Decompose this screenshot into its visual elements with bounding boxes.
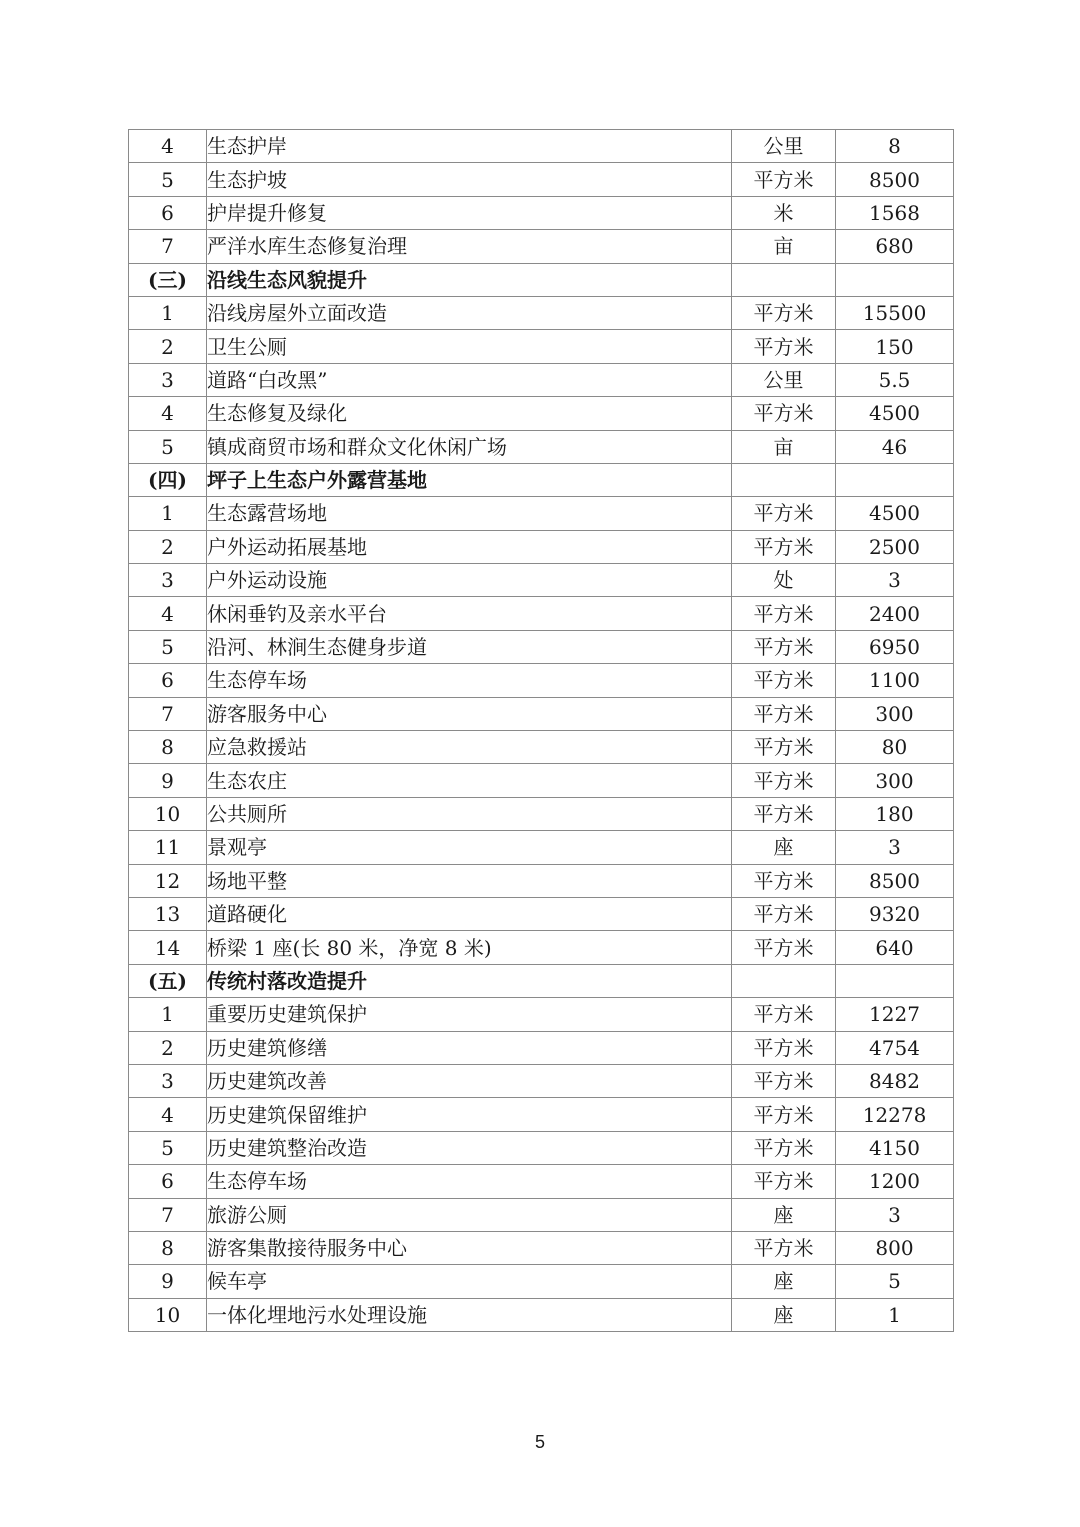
- item-name-cell: 桥梁 1 座(长 80 米，净宽 8 米): [207, 931, 732, 964]
- item-name-cell: 游客集散接待服务中心: [207, 1231, 732, 1264]
- unit-cell: [732, 964, 836, 997]
- table-row: [129, 1298, 954, 1331]
- table-row: [129, 1131, 954, 1164]
- quantity-cell: 8: [836, 130, 954, 163]
- table-row: [129, 1165, 954, 1198]
- unit-cell: 平方米: [732, 497, 836, 530]
- quantity-cell: 1227: [836, 998, 954, 1031]
- table-row: [129, 1231, 954, 1264]
- unit-cell: 平方米: [732, 1165, 836, 1198]
- item-name-cell: 沿线生态风貌提升: [207, 263, 732, 296]
- unit-cell: 平方米: [732, 1031, 836, 1064]
- row-number-cell: 6: [129, 1165, 207, 1198]
- quantity-cell: [836, 263, 954, 296]
- quantity-cell: 1568: [836, 196, 954, 229]
- unit-cell: 平方米: [732, 931, 836, 964]
- unit-cell: 公里: [732, 363, 836, 396]
- item-name-cell: 沿河、林涧生态健身步道: [207, 630, 732, 663]
- item-name-cell: 生态护坡: [207, 163, 732, 196]
- quantity-cell: 3: [836, 831, 954, 864]
- row-number-cell: 4: [129, 397, 207, 430]
- quantity-cell: 680: [836, 230, 954, 263]
- unit-cell: 座: [732, 1198, 836, 1231]
- row-number-cell: (五): [129, 964, 207, 997]
- table-row: [129, 1198, 954, 1231]
- quantity-cell: 1: [836, 1298, 954, 1331]
- unit-cell: 平方米: [732, 1231, 836, 1264]
- quantity-cell: 3: [836, 564, 954, 597]
- unit-cell: 平方米: [732, 163, 836, 196]
- table-row: [129, 163, 954, 196]
- row-number-cell: 5: [129, 430, 207, 463]
- section-row: [129, 964, 954, 997]
- item-name-cell: 一体化埋地污水处理设施: [207, 1298, 732, 1331]
- table-row: [129, 196, 954, 229]
- row-number-cell: 1: [129, 497, 207, 530]
- item-name-cell: 严洋水库生态修复治理: [207, 230, 732, 263]
- item-name-cell: 沿线房屋外立面改造: [207, 296, 732, 329]
- item-name-cell: 场地平整: [207, 864, 732, 897]
- unit-cell: 平方米: [732, 1098, 836, 1131]
- item-name-cell: 应急救援站: [207, 731, 732, 764]
- quantity-cell: 4500: [836, 397, 954, 430]
- unit-cell: 平方米: [732, 1131, 836, 1164]
- unit-cell: 亩: [732, 430, 836, 463]
- quantity-cell: 180: [836, 797, 954, 830]
- item-name-cell: 历史建筑修缮: [207, 1031, 732, 1064]
- table-row: [129, 731, 954, 764]
- item-name-cell: 候车亭: [207, 1265, 732, 1298]
- item-name-cell: 户外运动设施: [207, 564, 732, 597]
- unit-cell: 座: [732, 1265, 836, 1298]
- unit-cell: 平方米: [732, 296, 836, 329]
- unit-cell: 平方米: [732, 1064, 836, 1097]
- unit-cell: [732, 263, 836, 296]
- table-row: [129, 497, 954, 530]
- row-number-cell: 8: [129, 731, 207, 764]
- project-table: [128, 129, 954, 1332]
- table-row: [129, 897, 954, 930]
- quantity-cell: 5: [836, 1265, 954, 1298]
- item-name-cell: 镇成商贸市场和群众文化休闲广场: [207, 430, 732, 463]
- table-row: [129, 831, 954, 864]
- quantity-cell: 12278: [836, 1098, 954, 1131]
- quantity-cell: [836, 964, 954, 997]
- row-number-cell: 2: [129, 1031, 207, 1064]
- row-number-cell: 10: [129, 797, 207, 830]
- item-name-cell: 景观亭: [207, 831, 732, 864]
- unit-cell: 平方米: [732, 764, 836, 797]
- item-name-cell: 道路“白改黑”: [207, 363, 732, 396]
- table-row: [129, 230, 954, 263]
- row-number-cell: 8: [129, 1231, 207, 1264]
- quantity-cell: 8482: [836, 1064, 954, 1097]
- table-row: [129, 1098, 954, 1131]
- row-number-cell: 5: [129, 630, 207, 663]
- quantity-cell: 15500: [836, 296, 954, 329]
- row-number-cell: 11: [129, 831, 207, 864]
- quantity-cell: 4754: [836, 1031, 954, 1064]
- table-row: [129, 130, 954, 163]
- item-name-cell: 生态停车场: [207, 664, 732, 697]
- row-number-cell: 9: [129, 764, 207, 797]
- item-name-cell: 传统村落改造提升: [207, 964, 732, 997]
- quantity-cell: 4150: [836, 1131, 954, 1164]
- row-number-cell: 7: [129, 230, 207, 263]
- quantity-cell: [836, 463, 954, 496]
- quantity-cell: 80: [836, 731, 954, 764]
- unit-cell: 座: [732, 831, 836, 864]
- item-name-cell: 历史建筑整治改造: [207, 1131, 732, 1164]
- quantity-cell: 150: [836, 330, 954, 363]
- quantity-cell: 6950: [836, 630, 954, 663]
- quantity-cell: 300: [836, 764, 954, 797]
- quantity-cell: 8500: [836, 864, 954, 897]
- quantity-cell: 3: [836, 1198, 954, 1231]
- table-row: [129, 397, 954, 430]
- unit-cell: 平方米: [732, 597, 836, 630]
- row-number-cell: (三): [129, 263, 207, 296]
- quantity-cell: 1100: [836, 664, 954, 697]
- row-number-cell: 14: [129, 931, 207, 964]
- table-row: [129, 797, 954, 830]
- row-number-cell: 4: [129, 130, 207, 163]
- item-name-cell: 生态护岸: [207, 130, 732, 163]
- item-name-cell: 生态修复及绿化: [207, 397, 732, 430]
- row-number-cell: 6: [129, 196, 207, 229]
- row-number-cell: 5: [129, 163, 207, 196]
- row-number-cell: 13: [129, 897, 207, 930]
- unit-cell: 平方米: [732, 397, 836, 430]
- item-name-cell: 游客服务中心: [207, 697, 732, 730]
- unit-cell: 米: [732, 196, 836, 229]
- unit-cell: 平方米: [732, 797, 836, 830]
- table-row: [129, 664, 954, 697]
- section-row: [129, 263, 954, 296]
- quantity-cell: 46: [836, 430, 954, 463]
- unit-cell: 平方米: [732, 731, 836, 764]
- row-number-cell: 7: [129, 1198, 207, 1231]
- row-number-cell: 3: [129, 1064, 207, 1097]
- item-name-cell: 道路硬化: [207, 897, 732, 930]
- row-number-cell: 7: [129, 697, 207, 730]
- unit-cell: 处: [732, 564, 836, 597]
- item-name-cell: 户外运动拓展基地: [207, 530, 732, 563]
- item-name-cell: 公共厕所: [207, 797, 732, 830]
- row-number-cell: 1: [129, 998, 207, 1031]
- item-name-cell: 旅游公厕: [207, 1198, 732, 1231]
- quantity-cell: 300: [836, 697, 954, 730]
- page-number: 5: [534, 1432, 545, 1452]
- table-row: [129, 530, 954, 563]
- quantity-cell: 2500: [836, 530, 954, 563]
- quantity-cell: 9320: [836, 897, 954, 930]
- table-row: [129, 1031, 954, 1064]
- unit-cell: 亩: [732, 230, 836, 263]
- quantity-cell: 1200: [836, 1165, 954, 1198]
- row-number-cell: 9: [129, 1265, 207, 1298]
- row-number-cell: 2: [129, 530, 207, 563]
- item-name-cell: 生态露营场地: [207, 497, 732, 530]
- table-row: [129, 430, 954, 463]
- unit-cell: 平方米: [732, 330, 836, 363]
- table-row: [129, 597, 954, 630]
- table-row: [129, 630, 954, 663]
- row-number-cell: 1: [129, 296, 207, 329]
- unit-cell: 平方米: [732, 664, 836, 697]
- table-row: [129, 931, 954, 964]
- row-number-cell: 3: [129, 564, 207, 597]
- unit-cell: 平方米: [732, 897, 836, 930]
- quantity-cell: 5.5: [836, 363, 954, 396]
- table-body: [129, 130, 954, 1332]
- unit-cell: 公里: [732, 130, 836, 163]
- quantity-cell: 4500: [836, 497, 954, 530]
- table-row: [129, 1265, 954, 1298]
- row-number-cell: 2: [129, 330, 207, 363]
- quantity-cell: 2400: [836, 597, 954, 630]
- item-name-cell: 休闲垂钓及亲水平台: [207, 597, 732, 630]
- row-number-cell: 10: [129, 1298, 207, 1331]
- unit-cell: 平方米: [732, 864, 836, 897]
- table-row: [129, 1064, 954, 1097]
- unit-cell: 平方米: [732, 697, 836, 730]
- item-name-cell: 坪子上生态户外露营基地: [207, 463, 732, 496]
- row-number-cell: 4: [129, 597, 207, 630]
- row-number-cell: 3: [129, 363, 207, 396]
- unit-cell: [732, 463, 836, 496]
- row-number-cell: 12: [129, 864, 207, 897]
- row-number-cell: 5: [129, 1131, 207, 1164]
- quantity-cell: 8500: [836, 163, 954, 196]
- quantity-cell: 640: [836, 931, 954, 964]
- table-row: [129, 864, 954, 897]
- table-row: [129, 330, 954, 363]
- table-row: [129, 363, 954, 396]
- unit-cell: 座: [732, 1298, 836, 1331]
- row-number-cell: 6: [129, 664, 207, 697]
- section-row: [129, 463, 954, 496]
- item-name-cell: 生态停车场: [207, 1165, 732, 1198]
- table-row: [129, 764, 954, 797]
- row-number-cell: 4: [129, 1098, 207, 1131]
- row-number-cell: (四): [129, 463, 207, 496]
- unit-cell: 平方米: [732, 530, 836, 563]
- table-row: [129, 998, 954, 1031]
- item-name-cell: 历史建筑保留维护: [207, 1098, 732, 1131]
- unit-cell: 平方米: [732, 630, 836, 663]
- quantity-cell: 800: [836, 1231, 954, 1264]
- item-name-cell: 重要历史建筑保护: [207, 998, 732, 1031]
- table-row: [129, 697, 954, 730]
- table-row: [129, 564, 954, 597]
- table-row: [129, 296, 954, 329]
- item-name-cell: 卫生公厕: [207, 330, 732, 363]
- item-name-cell: 历史建筑改善: [207, 1064, 732, 1097]
- item-name-cell: 生态农庄: [207, 764, 732, 797]
- item-name-cell: 护岸提升修复: [207, 196, 732, 229]
- unit-cell: 平方米: [732, 998, 836, 1031]
